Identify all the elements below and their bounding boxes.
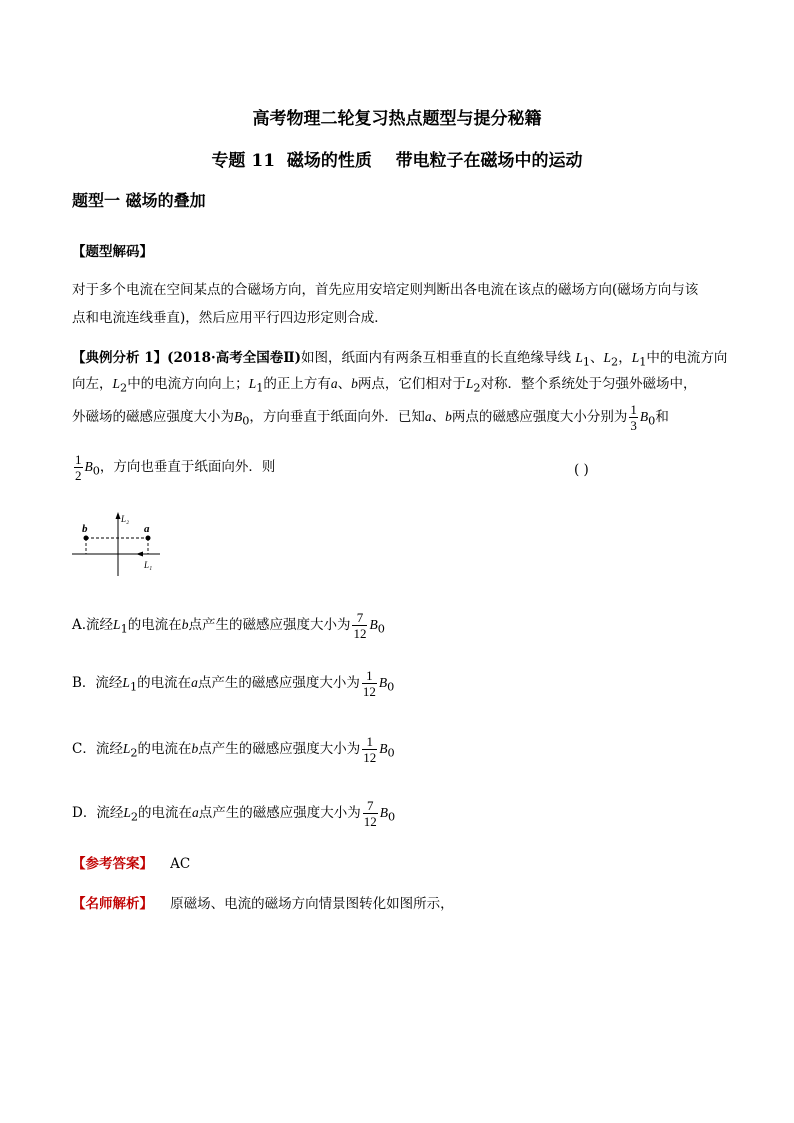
section-heading: 题型一 磁场的叠加 (72, 191, 206, 210)
subscript: 0 (648, 414, 656, 428)
option-text: 的电流在 (127, 617, 182, 633)
symbol-B: B (379, 741, 388, 756)
example-line-1 (72, 346, 727, 369)
subscript: 1 (582, 355, 591, 369)
subscript: 0 (387, 746, 395, 760)
fraction-one-half (74, 452, 83, 483)
option-letter: B． (72, 675, 96, 691)
symbol-B: B (234, 409, 243, 424)
example-line-4 (72, 452, 275, 483)
example-text: 和 (655, 409, 669, 425)
fraction-denominator: 12 (362, 684, 376, 699)
option-d[interactable] (72, 798, 395, 829)
subtitle-topic2: 带电粒子在磁场中的运动 (395, 151, 583, 171)
option-text: 点产生的磁感应强度大小为 (197, 675, 360, 691)
fraction-denominator: 12 (363, 814, 377, 829)
example-text: 向左， (72, 376, 113, 392)
subscript: 2 (130, 810, 139, 824)
example-text: ，方向也垂直于纸面向外．则 (99, 459, 276, 475)
option-text: 的电流在 (137, 741, 192, 757)
option-fraction (362, 734, 377, 765)
arrow-up-L2 (116, 512, 121, 519)
option-text: 的电流在 (137, 675, 192, 691)
example-text: 的正上方有 (263, 376, 331, 392)
arrow-left-L1 (136, 552, 143, 557)
analysis-line (72, 892, 454, 912)
decode-line-1: 对于多个电流在空间某点的合磁场方向，首先应用安培定则判断出各电流在该点的磁场方向(磁场方向与该 (72, 282, 699, 298)
wire-diagram (70, 508, 170, 580)
subscript: 2 (120, 381, 128, 395)
example-line-3 (72, 402, 669, 433)
fraction-numerator: 1 (630, 402, 637, 417)
option-text: 的电流在 (138, 805, 193, 821)
option-text: 流经 (96, 805, 124, 821)
option-fraction (352, 610, 367, 641)
subtitle-topic: 磁场的性质 (286, 151, 372, 171)
symbol-B: B (84, 459, 93, 474)
option-letter: D． (72, 805, 97, 821)
subtitle-prefix: 专题 (211, 151, 246, 171)
subscript: 0 (377, 622, 385, 636)
example-text: 对称．整个系统处于匀强外磁场中， (480, 376, 697, 392)
symbol-L: L (122, 741, 131, 756)
option-text: 点产生的磁感应强度大小为 (198, 741, 361, 757)
fraction-numerator: 1 (362, 734, 377, 750)
symbol-B: B (379, 805, 389, 820)
symbol-a: a (330, 376, 338, 391)
symbol-B: B (639, 409, 649, 424)
example-text: ， (618, 350, 632, 366)
fraction-denominator: 2 (75, 468, 82, 483)
label-L2: L₂ (121, 514, 130, 524)
point-a (146, 536, 151, 541)
document-title: 高考物理二轮复习热点题型与提分秘籍 (252, 109, 542, 129)
answer-value: AC (170, 856, 191, 872)
example-text: 两点的磁感应强度大小分别为 (451, 409, 628, 425)
example-text: 中的电流方向向上； (127, 376, 249, 392)
subtitle-number: 11 (251, 151, 276, 171)
option-text: 流经 (95, 741, 123, 757)
option-letter: C． (72, 741, 96, 757)
fraction-denominator: 12 (353, 626, 367, 641)
answer-line (72, 852, 190, 872)
analysis-tag: 【名师解析】 (72, 896, 153, 912)
example-text: 、 (431, 409, 446, 425)
example-text: 、 (337, 376, 352, 392)
symbol-point: b (181, 617, 189, 632)
point-b (84, 536, 89, 541)
label-a: a (144, 523, 150, 535)
symbol-point: b (191, 741, 199, 756)
symbol-L: L (123, 805, 131, 820)
fraction-one-third (629, 402, 638, 433)
symbol-L: L (603, 350, 612, 365)
subscript: 1 (256, 381, 264, 395)
option-letter: A. (72, 617, 87, 633)
symbol-point: a (192, 805, 199, 820)
example-text: 外磁场的磁感应强度大小为 (72, 409, 234, 425)
subscript: 1 (129, 680, 138, 694)
answer-tag: 【参考答案】 (72, 856, 153, 872)
symbol-b: b (445, 409, 452, 424)
fraction-numerator: 7 (352, 610, 367, 626)
symbol-L: L (465, 376, 474, 391)
option-a[interactable] (72, 610, 385, 641)
option-text: 点产生的磁感应强度大小为 (188, 617, 351, 633)
subscript: 0 (92, 464, 100, 478)
fraction-numerator: 1 (362, 668, 377, 684)
symbol-B: B (369, 617, 378, 632)
symbol-L: L (248, 376, 257, 391)
label-L1: L₁ (144, 560, 153, 570)
option-c[interactable] (72, 734, 395, 765)
example-text: 两点，它们相对于 (357, 376, 466, 392)
decode-line-2: 点和电流连线垂直)，然后应用平行四边形定则合成． (72, 310, 388, 326)
symbol-L: L (575, 350, 583, 365)
subscript: 1 (120, 622, 128, 636)
symbol-L: L (631, 350, 640, 365)
option-b[interactable] (72, 668, 394, 699)
symbol-L: L (113, 617, 121, 632)
label-b: b (82, 523, 88, 535)
option-fraction (362, 668, 377, 699)
fraction-numerator: 1 (75, 452, 82, 467)
subscript: 2 (130, 746, 138, 760)
example-text: ，方向垂直于纸面向外．已知 (249, 409, 425, 425)
option-text: 流经 (86, 617, 114, 633)
subscript: 1 (639, 355, 647, 369)
example-tag: 【典例分析 1】 (72, 350, 168, 366)
example-text: 、 (590, 350, 604, 366)
fraction-denominator: 3 (630, 418, 637, 433)
option-fraction (363, 798, 378, 829)
symbol-a: a (424, 409, 432, 424)
symbol-L: L (122, 675, 130, 690)
subscript: 2 (473, 381, 481, 395)
example-text: 如图，纸面内有两条互相垂直的长直绝缘导线 (301, 350, 572, 366)
fraction-numerator: 7 (363, 798, 378, 814)
example-text: 中的电流方向 (646, 350, 728, 366)
subscript: 0 (388, 810, 396, 824)
document-subtitle (0, 146, 794, 171)
symbol-b: b (351, 376, 358, 391)
subscript: 0 (242, 414, 250, 428)
symbol-B: B (378, 675, 388, 690)
option-text: 流经 (95, 675, 123, 691)
symbol-point: a (191, 675, 198, 690)
decode-tag: 【题型解码】 (72, 244, 153, 260)
option-text: 点产生的磁感应强度大小为 (198, 805, 361, 821)
symbol-L: L (112, 376, 121, 391)
answer-parentheses: ( ) (574, 462, 589, 478)
fraction-denominator: 12 (363, 750, 377, 765)
subscript: 2 (611, 355, 619, 369)
subscript: 0 (387, 680, 395, 694)
example-source: (2018·高考全国卷Ⅱ) (167, 350, 302, 366)
analysis-text: 原磁场、电流的磁场方向情景图转化如图所示， (170, 896, 454, 912)
example-line-2 (72, 372, 697, 395)
